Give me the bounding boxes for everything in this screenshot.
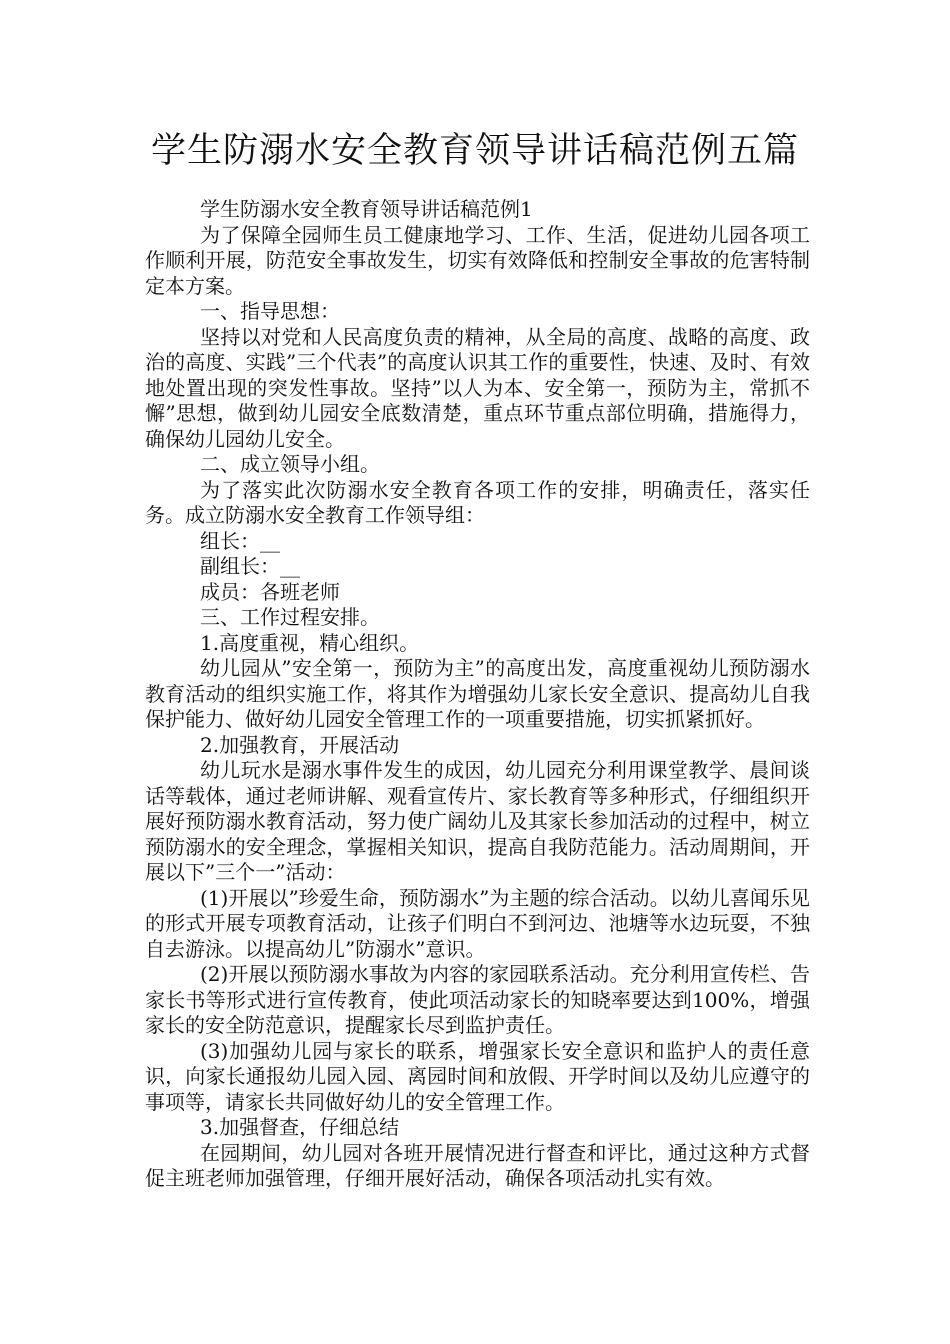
paragraph-item-3: 在园期间，幼儿园对各班开展情况进行督查和评比，通过这种方式督促主班老师加强管理，仔细开展好活动，确保各项活动扎实有效。: [145, 1140, 810, 1190]
paragraph-activity-3: (3)加强幼儿园与家长的联系，增强家长安全意识和监护人的责任意识，向家长通报幼儿园入园、离园时间和放假、开学时间以及幼儿应遵守的事项等，请家长共同做好幼儿的安全管理工作。: [145, 1038, 810, 1114]
paragraph-heading-work-process: 三、工作过程安排。: [200, 605, 380, 629]
paragraph-subheading-1: 1.高度重视，精心组织。: [200, 630, 420, 655]
paragraph-guiding-thought: 坚持以对党和人民高度负责的精神，从全局的高度、战略的高度、政治的高度、实践”三个代表”的高度认识其工作的重要性，快速、及时、有效地处置出现的突发性事故。坚持”以人为本、安全第一，预防为主，常抓不懈”思想，做到幼儿园安全底数清楚，重点环节重点部位明确，措施得力，确保幼儿园幼儿安全。: [145, 324, 810, 451]
paragraph-deputy-leader: 副组长：__: [200, 554, 300, 578]
paragraph-subheading-3: 3.加强督查，仔细总结: [200, 1115, 400, 1139]
paragraph-item-1: 幼儿园从”安全第一，预防为主”的高度出发，高度重视幼儿预防溺水教育活动的组织实施工作，将其作为增强幼儿家长安全意识、提高幼儿自我保护能力、做好幼儿园安全管理工作的一项重要措施，切实抓紧抓好。: [145, 656, 810, 731]
paragraph-leadership-group: 为了落实此次防溺水安全教育各项工作的安排，明确责任，落实任务。成立防溺水安全教育工作领导组：: [145, 477, 810, 527]
document-title: 学生防溺水安全教育领导讲话稿范例五篇: [150, 131, 799, 171]
paragraph-intro: 为了保障全园师生员工健康地学习、工作、生活，促进幼儿园各项工作顺利开展，防范安全事故发生，切实有效降低和控制安全事故的危害特制定本方案。: [145, 222, 810, 298]
paragraph-activity-1: (1)开展以”珍爱生命，预防溺水”为主题的综合活动。以幼儿喜闻乐见的形式开展专项教育活动，让孩子们明白不到河边、池塘等水边玩耍，不独自去游泳。以提高幼儿”防溺水”意识。: [145, 885, 810, 961]
paragraph-heading-guiding-thought: 一、指导思想：: [200, 299, 340, 323]
document-body: [145, 197, 810, 1192]
paragraph-activity-2: (2)开展以预防溺水事故为内容的家园联系活动。充分利用宣传栏、告家长书等形式进行宣传教育，使此项活动家长的知晓率要达到100%，增强家长的安全防范意识，提醒家长尽到监护责任。: [145, 962, 810, 1037]
paragraph-item-2: 幼儿玩水是溺水事件发生的成因，幼儿园充分利用课堂教学、晨间谈话等载体，通过老师讲解、观看宣传片、家长教育等多种形式，仔细组织开展好预防溺水教育活动，努力使广阔幼儿及其家长参加活动的过程中，树立预防溺水的安全理念，掌握相关知识，提高自我防范能力。活动周期间，开展以下”三个一”活动：: [145, 758, 810, 884]
paragraph-group-leader: 组长：__: [200, 528, 280, 553]
paragraph-members: 成员：各班老师: [200, 579, 340, 604]
paragraph-section-heading: 学生防溺水安全教育领导讲话稿范例1: [200, 197, 533, 221]
paragraph-subheading-2: 2.加强教育，开展活动: [200, 732, 400, 757]
paragraph-heading-leadership-group: 二、成立领导小组。: [200, 452, 380, 476]
